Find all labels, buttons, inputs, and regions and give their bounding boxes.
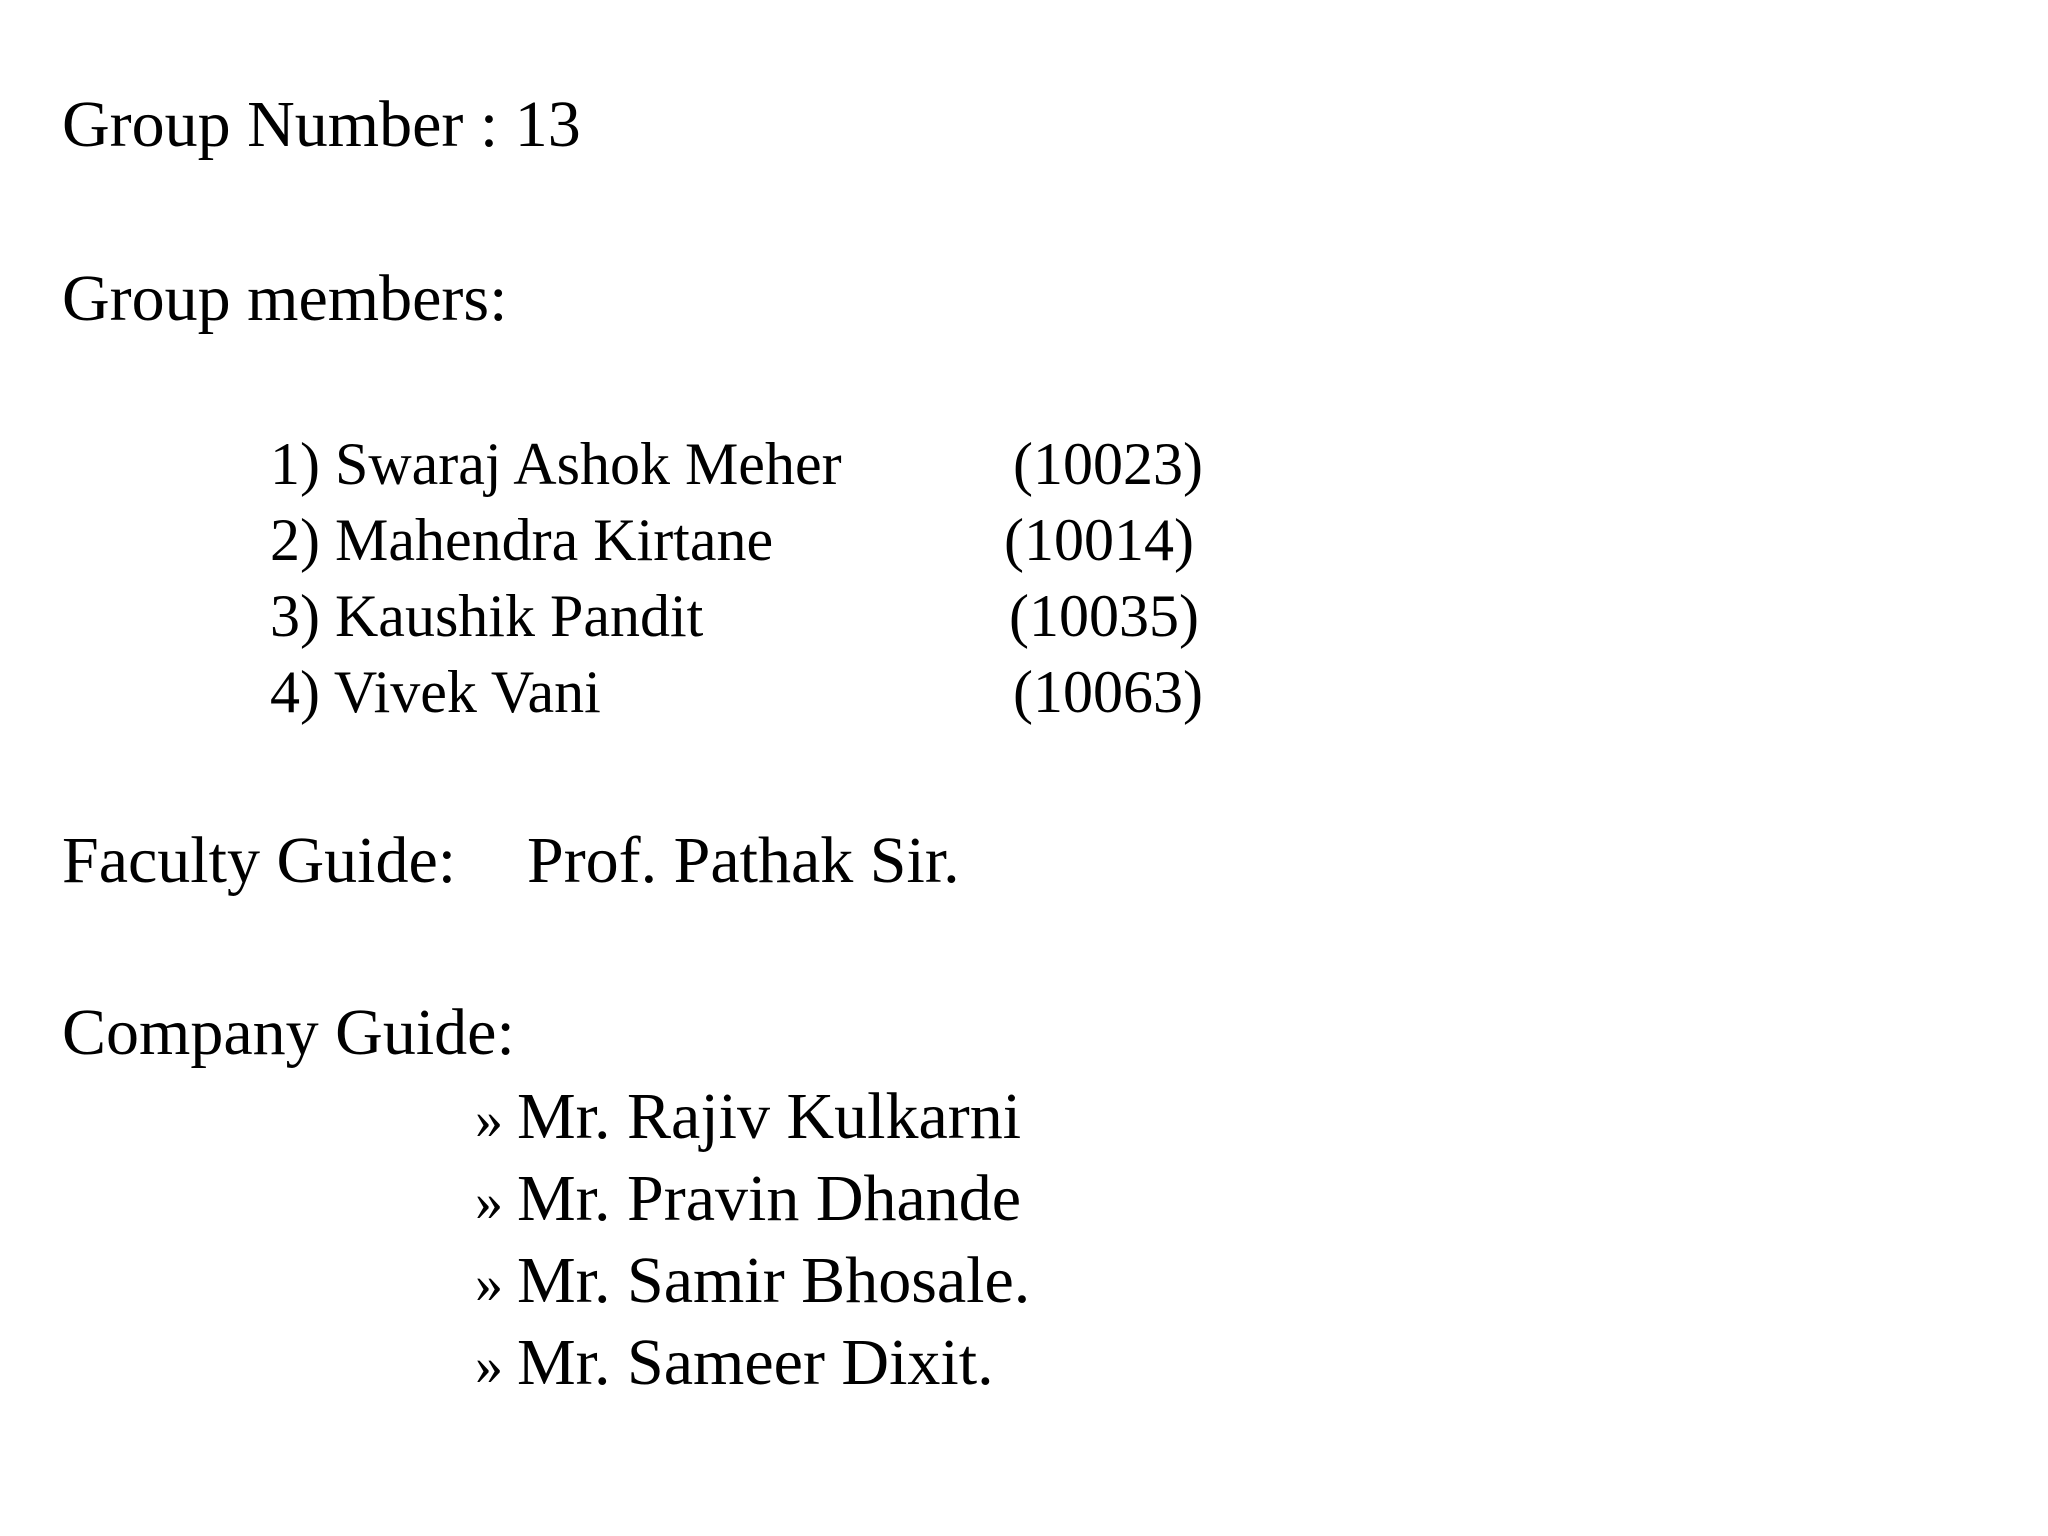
company-guide-name: Mr. Samir Bhosale. — [517, 1244, 1031, 1317]
member-name: 3) Kaushik Pandit — [270, 583, 704, 649]
list-item — [475, 1080, 1022, 1153]
company-guide-heading: Company Guide: — [62, 996, 515, 1069]
bullet-icon: » — [475, 1253, 503, 1315]
company-guide-name: Mr. Pravin Dhande — [517, 1162, 1022, 1235]
faculty-guide-name: Prof. Pathak Sir. — [527, 824, 960, 897]
member-id: (10035) — [1009, 583, 1199, 649]
list-item — [475, 1326, 994, 1399]
company-guide-name: Mr. Sameer Dixit. — [517, 1326, 994, 1399]
member-name: 4) Vivek Vani — [270, 659, 601, 725]
group-members-heading: Group members: — [62, 262, 508, 335]
bullet-icon: » — [475, 1335, 503, 1397]
company-guide-name: Mr. Rajiv Kulkarni — [517, 1080, 1022, 1153]
list-item — [475, 1244, 1031, 1317]
member-id: (10063) — [1013, 659, 1203, 725]
member-name: 1) Swaraj Ashok Meher — [270, 431, 842, 497]
member-id: (10014) — [1004, 507, 1194, 573]
member-id: (10023) — [1013, 431, 1203, 497]
bullet-icon: » — [475, 1171, 503, 1233]
list-item — [475, 1162, 1022, 1235]
faculty-guide-label: Faculty Guide: — [62, 824, 457, 897]
bullet-icon: » — [475, 1089, 503, 1151]
group-number: Group Number : 13 — [62, 88, 581, 161]
member-name: 2) Mahendra Kirtane — [270, 507, 774, 573]
